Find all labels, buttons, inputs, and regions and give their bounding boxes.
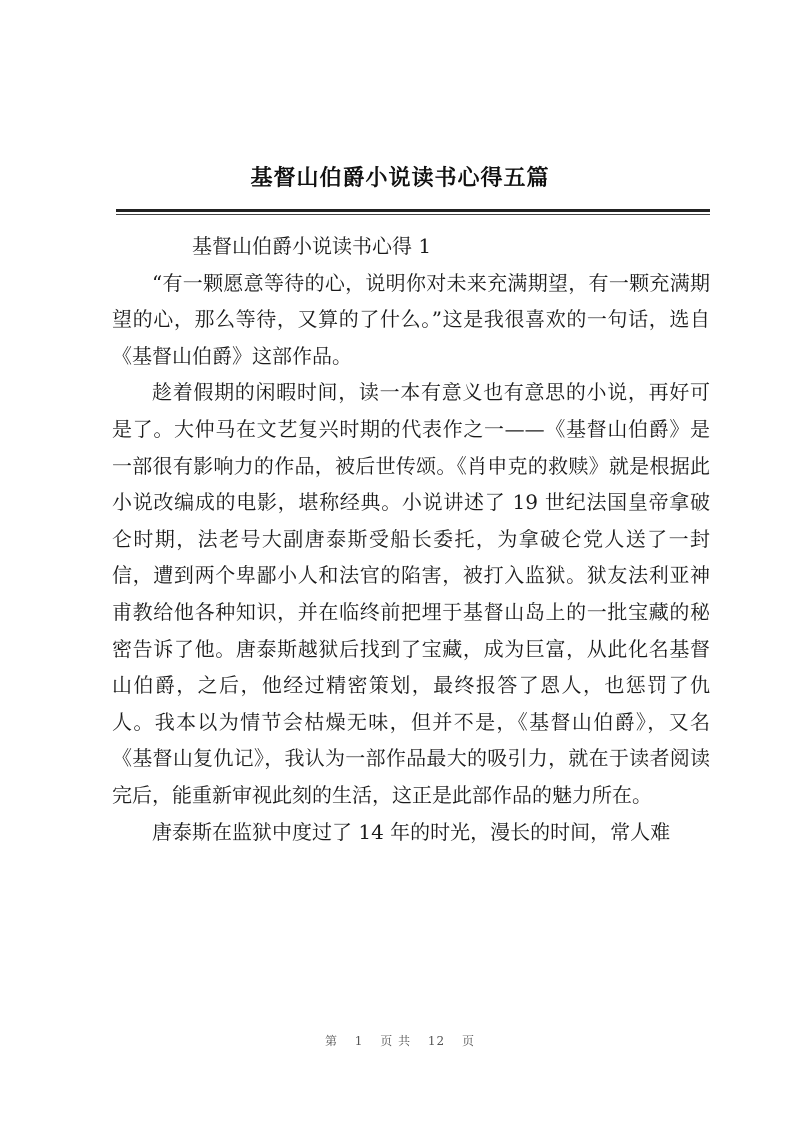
page-title: 基督山伯爵小说读书心得五篇 [250,165,550,191]
total-page-count: 12 [427,1034,446,1048]
current-page-number: 1 [354,1034,364,1048]
footer-suffix: 页 [462,1034,476,1048]
footer-middle: 页 共 [380,1034,412,1048]
footer-prefix: 第 [324,1034,338,1048]
document-body [112,228,710,850]
paragraph: 唐泰斯在监狱中度过了 14 年的时光，漫长的时间，常人难 [152,819,671,844]
title-divider-thick [116,209,710,212]
title-divider-thin [116,214,710,215]
page-footer [0,1032,800,1049]
paragraph: 趁着假期的闲暇时间，读一本有意义也有意思的小说，再好可是了。大仲马在文艺复兴时期的代表作之一——《基督山伯爵》是一部很有影响力的作品，被后世传颂。《肖申克的救赎》就是根据此小说改编成的电影，堪称经典。小说讲述了 19 世纪法国皇帝拿破仑时期，法老号大副唐泰斯受船长委托，为拿破仑党人送了一封信，遭到两个卑鄙小人和法官的陷害，被打入监狱。狱友法利亚神甫教给他各种知识，并在临终前把埋于基督山岛上的一批宝藏的秘密告诉了他。唐泰斯越狱后找到了宝藏，成为巨富，从此化名基督山伯爵，之后，他经过精密策划，最终报答了恩人，也惩罚了仇人。我本以为情节会枯燥无味，但并不是，《基督山伯爵》，又名《基督山复仇记》，我认为一部作品最大的吸引力，就在于读者阅读完后，能重新审视此刻的生活，这正是此部作品的魅力所在。 [112,380,710,807]
section-heading: 基督山伯爵小说读书心得 1 [192,234,432,258]
paragraph: “有一颗愿意等待的心，说明你对未来充满期望，有一颗充满期望的心，那么等待，又算的了什么。”这是我很喜欢的一句话，选自《基督山伯爵》这部作品。 [112,270,710,368]
